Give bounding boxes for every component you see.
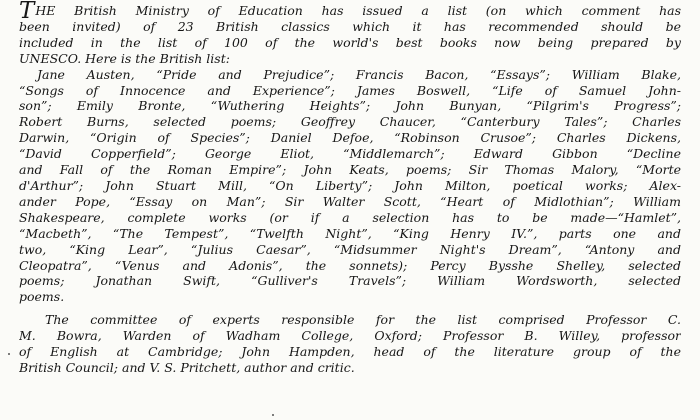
book-list-line: Shakespeare, complete works (or if a selection has to be made—“Hamlet”,: [19, 209, 681, 225]
intro-line: been invited) of 23 British classics which it has recommended should be: [19, 18, 681, 34]
print-speck: [8, 353, 10, 355]
book-list-line: poems; Jonathan Swift, “Gulliver's Travels”; William Wordsworth, selected: [19, 273, 681, 289]
paragraph-gap: [19, 305, 681, 312]
book-list-line: d'Arthur”; John Stuart Mill, “On Liberty”; John Milton, poetical works; Alex-: [19, 177, 681, 193]
book-list-line: Cleopatra”, “Venus and Adonis”, the sonnets); Percy Bysshe Shelley, selected: [19, 257, 681, 273]
committee-line: M. Bowra, Warden of Wadham College, Oxford; Professor B. Willey, professor: [19, 328, 681, 344]
book-list-line: “Macbeth”, “The Tempest”, “Twelfth Night”, “King Henry IV.”, parts one and: [19, 225, 681, 241]
book-list-line: Robert Burns, selected poems; Geoffrey Chaucer, “Canterbury Tales”; Charles: [19, 114, 681, 130]
book-list-line: Darwin, “Origin of Species”; Daniel Defoe, “Robinson Crusoe”; Charles Dickens,: [19, 130, 681, 146]
book-list-line: “Songs of Innocence and Experience”; James Boswell, “Life of Samuel John-: [19, 82, 681, 98]
book-list-line: and Fall of the Roman Empire”; John Keats, poems; Sir Thomas Malory, “Morte: [19, 162, 681, 178]
committee-line: British Council; and V. S. Pritchett, author and critic.: [19, 359, 355, 375]
article-body: [19, 1, 681, 376]
intro-line: UNESCO. Here is the British list:: [19, 50, 230, 66]
drop-cap: T: [19, 0, 35, 24]
intro-line: included in the list of 100 of the world's best books now being prepared by: [19, 34, 681, 50]
print-speck: [272, 414, 274, 416]
committee-line: of English at Cambridge; John Hampden, head of the literature group of the: [19, 344, 681, 360]
book-list-line: son”; Emily Bronte, “Wuthering Heights”; John Bunyan, “Pilgrim's Progress”;: [19, 98, 681, 114]
committee-line: The committee of experts responsible for the list comprised Professor C.: [45, 312, 681, 328]
book-list-line: two, “King Lear”, “Julius Caesar”, “Midsummer Night's Dream”, “Antony and: [19, 241, 681, 257]
intro-line: HE British Ministry of Education has issued a list (on which comment has: [35, 3, 681, 18]
book-list-line: Jane Austen, “Pride and Prejudice”; Francis Bacon, “Essays”; William Blake,: [37, 66, 681, 82]
intro-paragraph-first-line: [19, 0, 681, 24]
book-list-line: ander Pope, “Essay on Man”; Sir Walter Scott, “Heart of Midlothian”; William: [19, 193, 681, 209]
book-list-line: “David Copperfield”; George Eliot, “Middlemarch”; Edward Gibbon “Decline: [19, 146, 681, 162]
book-list-line: poems.: [19, 289, 65, 305]
